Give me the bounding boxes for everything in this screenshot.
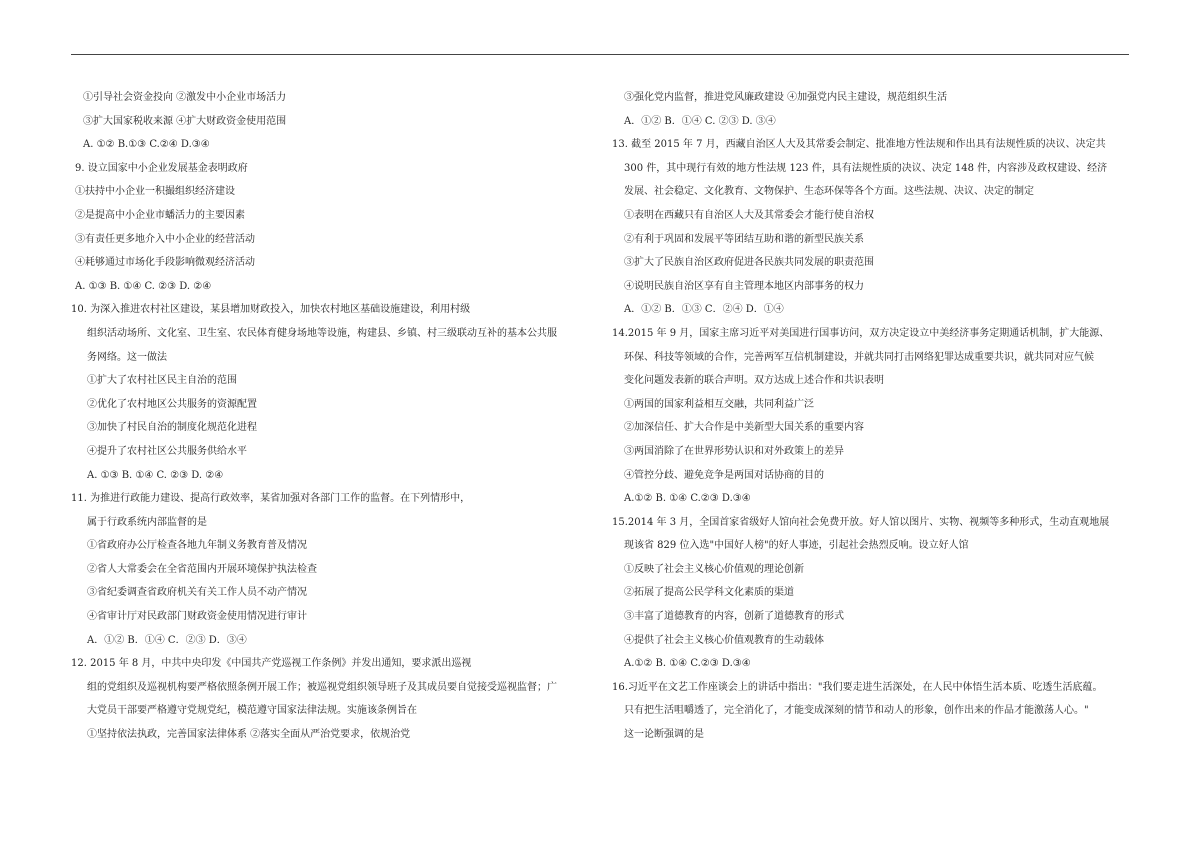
text-line: ④耗够通过市场化手段影响微观经济活动 — [75, 257, 255, 269]
text-line: 15.2014 年 3 月，全国首家省级好人馆向社会免费开放。好人馆以图片、实物、视频等多种形式，生动直观地展 — [612, 516, 1110, 528]
text-line: ③强化党内监督，推进党风廉政建设 ④加强党内民主建设，规范组织生活 — [624, 92, 948, 103]
text-line: 16.习近平在文艺工作座谈会上的讲话中指出："我们要走进生活深处，在人民中体悟生活本质、吃透生活底蕴。 — [612, 681, 1103, 693]
text-line: ③两国消除了在世界形势认识和对外政策上的差异 — [624, 445, 844, 457]
text-line: ①反映了社会主义核心价值观的理论创新 — [624, 563, 804, 575]
text-line: ②是提高中小企业市蟠活力的主要因素 — [75, 209, 245, 221]
text-line: ③省纪委调查省政府机关有关工作人员不动产情况 — [87, 587, 307, 599]
text-line: A．①② B．①③ C．②④ D．①④ — [624, 304, 784, 316]
text-line: 组织活动场所、文化室、卫生室、农民体育健身场地等设施，构建县、乡镇、村三级联动互补的基本公共服 — [87, 327, 557, 339]
text-line: ③有责任更多地介入中小企业的经营活动 — [75, 233, 255, 245]
text-line: ④省审计厅对民政部门财政资金使用情况进行审计 — [87, 611, 307, 623]
text-line: A.①② B. ①④ C.②③ D.③④ — [624, 658, 751, 670]
text-line: 组的党组织及巡视机构要严格依照条例开展工作；被巡视党组织领导班子及其成员要自觉接受巡视监督；广 — [87, 681, 557, 693]
text-line: A．①② B．①④ C．②③ D．③④ — [87, 634, 247, 646]
text-line: ③扩大了民族自治区政府促进各民族共同发展的职责范围 — [624, 257, 874, 269]
text-line: A．①② B．①④ C. ②③ D. ③④ — [624, 115, 776, 127]
text-line: ④说明民族自治区享有自主管理本地区内部事务的权力 — [624, 280, 864, 292]
text-line: ②优化了农村地区公共服务的资源配置 — [87, 398, 257, 410]
text-line: 发展、社会稳定、文化教育、文物保护、生态环保等各个方面。这些法规、决议、决定的制定 — [624, 186, 1034, 198]
text-line: ③加快了村民自治的制度化规范化进程 — [87, 422, 257, 434]
text-line: ①扩大了农村社区民主自治的范围 — [87, 375, 237, 387]
text-line: ①省政府办公厅检查各地九年制义务教育普及情况 — [87, 540, 307, 552]
text-line: ②拓展了提高公民学科文化素质的渠道 — [624, 587, 794, 599]
text-line: 只有把生活咀嚼透了，完全消化了，才能变成深刻的情节和动人的形象，创作出来的作品才能激荡人心。" — [624, 705, 1089, 717]
text-line: 大党员干部要严格遵守党规党纪，模范遵守国家法律法规。实施该条例旨在 — [87, 705, 417, 717]
text-line: ①坚持依法执政，完善国家法律体系 ②落实全面从严治党要求，依规治党 — [87, 729, 411, 741]
text-line: A.①② B. ①④ C.②③ D.③④ — [624, 493, 751, 505]
text-line: 属于行政系统内部监督的是 — [87, 516, 207, 528]
text-line: ④提供了社会主义核心价值观教育的生动载体 — [624, 634, 824, 646]
text-line: 务网络。这一做法 — [87, 351, 167, 363]
text-line: ②加深信任、扩大合作是中美新型大国关系的重要内容 — [624, 422, 864, 434]
text-line: 11. 为推进行政能力建设、提高行政效率，某省加强对各部门工作的监督。在下列情形中， — [71, 493, 471, 505]
text-line: A. ①② B.①③ C.②④ D.③④ — [83, 139, 210, 151]
right-column — [612, 86, 1152, 747]
text-line: 14.2015 年 9 月，国家主席习近平对美国进行国事访问，双方决定设立中美经济事务定期通话机制，扩大能源、 — [612, 327, 1110, 339]
text-line: 13. 截至 2015 年 7 月，西藏自治区人大及其常委会制定、批准地方性法规和作出具有法规性质的决议、决定共 — [612, 139, 1106, 151]
text-line: ②省人大常委会在全省范围内开展环境保护执法检查 — [87, 563, 317, 575]
text-line: ④管控分歧、避免竞争是两国对话协商的目的 — [624, 469, 824, 481]
text-line: ③丰富了道德教育的内容，创新了道德教育的形式 — [624, 611, 844, 623]
text-line: 这一论断强调的是 — [624, 729, 704, 741]
text-line: 12. 2015 年 8 月，中共中央印发《中国共产党巡视工作条例》并发出通知，要求派出巡视 — [71, 658, 472, 670]
text-line: ①扶持中小企业一积撮组织经济建设 — [75, 186, 235, 198]
text-line: ①表明在西藏只有自治区人大及其常委会才能行使自治权 — [624, 209, 874, 221]
text-line: ①两国的国家利益相互交融，共同利益广泛 — [624, 398, 814, 410]
text-line: ①引导社会资金投向 ②激发中小企业市场活力 — [83, 92, 287, 103]
text-line: 环保、科技等领域的合作，完善两军互信机制建设，并就共同打击网络犯罪达成重要共识，就共同对应气候 — [624, 351, 1094, 363]
text-line: 现该省 829 位入选"中国好人榜"的好人事迹，引起社会热烈反响。设立好人馆 — [624, 540, 969, 552]
text-line: ③扩大国家税收来源 ④扩大财政资金使用范围 — [83, 115, 287, 127]
text-line: ②有利于巩固和发展平等团结互助和谐的新型民族关系 — [624, 233, 864, 245]
text-line: 变化问题发表新的联合声明。双方达成上述合作和共识表明 — [624, 375, 884, 387]
text-line: ④提升了农村社区公共服务供给水平 — [87, 445, 247, 457]
left-column — [71, 86, 611, 747]
text-line: 300 件，其中现行有效的地方性法规 123 件，具有法规性质的决议、决定 148 件，内容涉及政权建设、经济 — [624, 162, 1108, 174]
top-rule — [71, 54, 1129, 55]
text-line: A. ①③ B. ①④ C. ②③ D. ②④ — [75, 280, 212, 292]
text-line: 10. 为深入推进农村社区建设，某县增加财政投入，加快农村地区基础设施建设，利用村级 — [71, 304, 471, 316]
text-line: A. ①③ B. ①④ C. ②③ D. ②④ — [87, 469, 224, 481]
text-line: 9. 设立国家中小企业发展基金表明政府 — [75, 162, 248, 174]
